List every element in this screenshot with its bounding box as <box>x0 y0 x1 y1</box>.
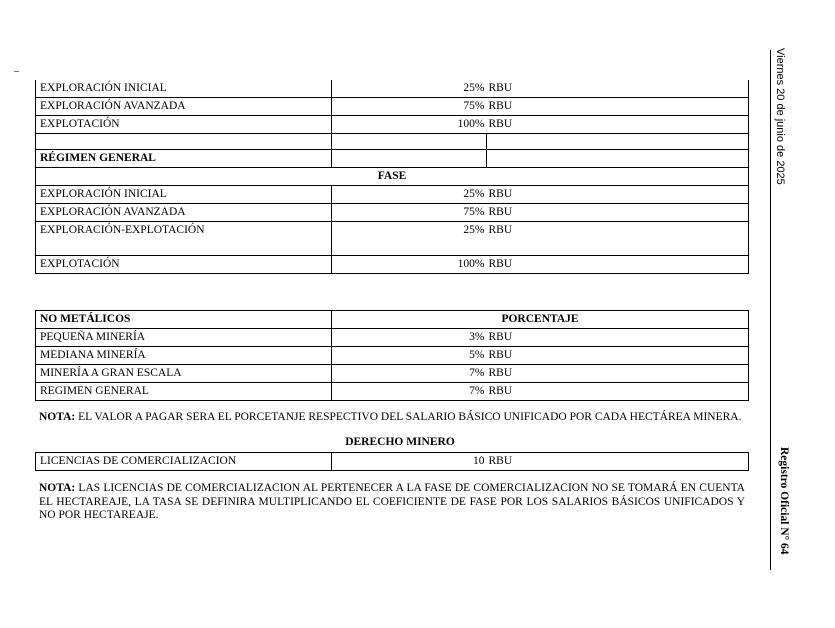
row-percentage: 25% <box>332 222 487 256</box>
row-label: PEQUEÑA MINERÍA <box>36 329 332 347</box>
table-header-row <box>36 311 749 329</box>
row-percentage: 7% <box>332 365 487 383</box>
nota-label: NOTA: <box>39 411 76 423</box>
row-unit: RBU <box>487 186 749 204</box>
derecho-minero-title: DERECHO MINERO <box>345 436 455 448</box>
row-percentage: 25% <box>332 80 487 98</box>
row-label: MEDIANA MINERÍA <box>36 347 332 365</box>
row-percentage: 25% <box>332 186 487 204</box>
margin-rule <box>770 50 771 570</box>
issue-date: Viernes 20 de junio de 2025 <box>774 48 786 185</box>
row-label: REGIMEN GENERAL <box>36 383 332 401</box>
nota-valor <box>39 411 745 425</box>
row-percentage: 75% <box>332 98 487 116</box>
table-row <box>36 365 749 383</box>
row-label: MINERÍA A GRAN ESCALA <box>36 365 332 383</box>
table-row <box>36 222 749 256</box>
table-row <box>36 168 749 186</box>
row-percentage: 3% <box>332 329 487 347</box>
table-row <box>36 453 749 471</box>
row-value: 10 <box>332 453 487 471</box>
registro-oficial-number: Registro Oficial N° 64 <box>778 447 790 555</box>
row-label: EXPLOTACIÓN <box>36 116 332 134</box>
derecho-minero-table <box>35 452 749 471</box>
row-label: EXPLORACIÓN INICIAL <box>36 80 332 98</box>
table-row <box>36 383 749 401</box>
nota-text: EL VALOR A PAGAR SERA EL PORCETANJE RESPECTIVO DEL SALARIO BÁSICO UNIFICADO POR CADA HECTÁREA MINERA. <box>75 411 742 423</box>
row-label: EXPLORACIÓN AVANZADA <box>36 98 332 116</box>
row-percentage: 5% <box>332 347 487 365</box>
row-unit: RBU <box>487 116 749 134</box>
regimen-general-heading: RÉGIMEN GENERAL <box>36 150 332 168</box>
nota-label: NOTA: <box>39 482 76 494</box>
table-row <box>36 329 749 347</box>
table-row <box>36 116 749 134</box>
column-header: NO METÁLICOS <box>36 311 332 329</box>
row-label: EXPLOTACIÓN <box>36 256 332 274</box>
nota-licencias <box>39 482 745 523</box>
table-row <box>36 150 749 168</box>
table-row <box>36 347 749 365</box>
row-percentage: 100% <box>332 256 487 274</box>
row-percentage: 7% <box>332 383 487 401</box>
row-unit: RBU <box>487 98 749 116</box>
table-row <box>36 256 749 274</box>
row-percentage: 75% <box>332 204 487 222</box>
row-label: EXPLORACIÓN INICIAL <box>36 186 332 204</box>
row-percentage: 100% <box>332 116 487 134</box>
table-row <box>36 204 749 222</box>
row-unit: RBU <box>487 383 749 401</box>
table-row <box>36 98 749 116</box>
table-row <box>36 80 749 98</box>
table-row-empty <box>36 134 749 150</box>
row-unit: RBU <box>487 365 749 383</box>
scan-mark <box>14 71 19 72</box>
row-unit: RBU <box>487 80 749 98</box>
column-header: PORCENTAJE <box>332 311 749 329</box>
row-label: LICENCIAS DE COMERCIALIZACION <box>36 453 332 471</box>
table-row <box>36 186 749 204</box>
fase-table <box>35 80 749 274</box>
no-metalicos-table <box>35 310 749 401</box>
row-label: EXPLORACIÓN AVANZADA <box>36 204 332 222</box>
row-label: EXPLORACIÓN-EXPLOTACIÓN <box>36 222 332 256</box>
row-unit: RBU <box>487 453 749 471</box>
row-unit: RBU <box>487 329 749 347</box>
row-unit: RBU <box>487 204 749 222</box>
fase-heading: FASE <box>36 168 749 186</box>
row-unit: RBU <box>487 256 749 274</box>
nota-text: LAS LICENCIAS DE COMERCIALIZACION AL PERTENECER A LA FASE DE COMERCIALIZACION NO SE TOMARÁ EN CUENTA EL HECTAREAJE, LA TASA SE DEFINIRA MULTIPLICANDO EL COEFICIENTE DE FASE POR LOS SALARIOS BÁSICOS UNIFICADOS Y NO POR HECTAREAJE. <box>39 482 745 521</box>
row-unit: RBU <box>487 222 749 256</box>
row-unit: RBU <box>487 347 749 365</box>
